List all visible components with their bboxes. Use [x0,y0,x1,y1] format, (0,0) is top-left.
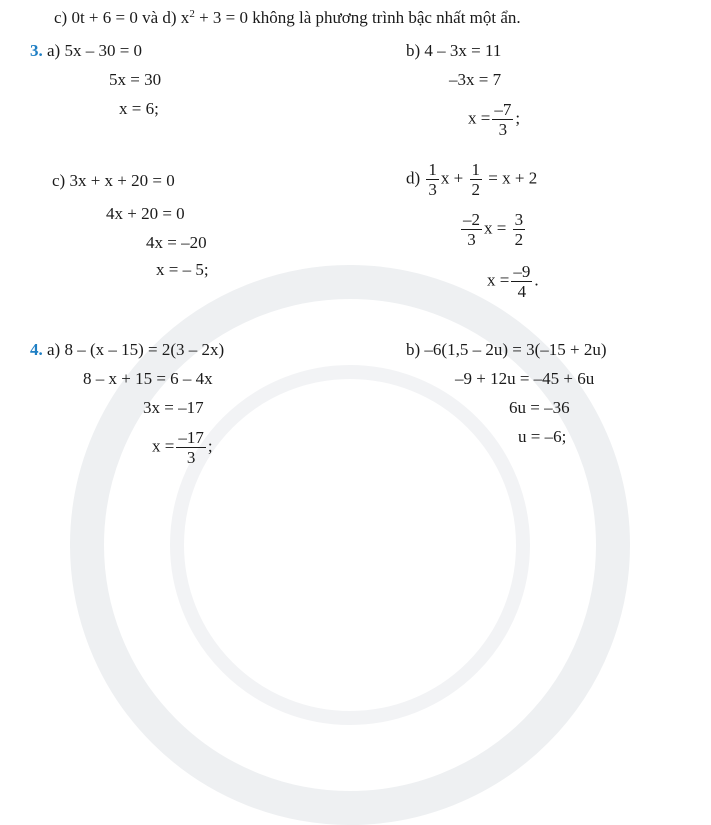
watermark-ring-inner [170,365,530,725]
exercise-4-a-line-4: x = $\frac{-17}{3}$ ; [152,428,213,467]
exercise-3-b-line-2: –3x = 7 [449,70,502,89]
exercise-3-d-line-3: x = $\frac{-9}{4}$ . [487,262,539,301]
fraction: $\frac{-9}{4}$ [513,262,531,301]
exercise-3-c-line-3: 4x = –20 [146,233,207,252]
exercise-3-a-line-2: 5x = 30 [109,70,162,89]
exercise-4-b-line-3: 6u = –36 [509,398,570,417]
exercise-3-d-line-2: $\frac{-2}{3}$ x = $\frac{3}{2}$ [463,210,524,249]
exercise-3-c-line-1: c) 3x + x + 20 = 0 [52,171,175,190]
exercise-3-number: 3. [30,41,43,60]
exercise-3-a-line-3: x = 6; [119,99,159,118]
exercise-4-b-line-2: –9 + 12u = –45 + 6u [455,369,595,388]
intro-line: c) 0t + 6 = 0 và d) $x^2 + 3 = 0$ không là phương trình bậc nhất một ẩn. [54,8,521,27]
fraction: $\frac{-17}{3}$ [178,428,204,467]
fraction: $\frac{-7}{3}$ [494,100,512,139]
exercise-3-c-line-2: 4x + 20 = 0 [106,204,185,223]
fraction: $\frac{3}{2}$ [514,210,524,249]
exercise-3-b-line-1: b) 4 – 3x = 11 [406,41,502,60]
exercise-4-b-line-4: u = –6; [518,427,567,446]
exercise-3-d-line-1: d) $\frac{1}{3}$ x + $\frac{1}{2}$ = x + 2 [406,160,538,199]
exercise-3-a-line-1: 3. a) 5x – 30 = 0 [30,41,143,60]
exercise-4-b-line-1: b) –6(1,5 – 2u) = 3(–15 + 2u) [406,340,607,359]
fraction: $\frac{-2}{3}$ [463,210,480,249]
fraction: $\frac{1}{3}$ [428,160,437,199]
exercise-4-a-line-1: 4. a) 8 – (x – 15) = 2(3 – 2x) [30,340,225,359]
exercise-4-a-line-2: 8 – x + 15 = 6 – 4x [83,369,213,388]
exercise-4-a-line-3: 3x = –17 [143,398,204,417]
fraction: $\frac{1}{2}$ [471,160,481,199]
exercise-3-b-line-3: x = $\frac{-7}{3}$ ; [468,100,521,139]
exercise-4-number: 4. [30,340,43,359]
exercise-3-c-line-4: x = – 5; [156,260,209,279]
